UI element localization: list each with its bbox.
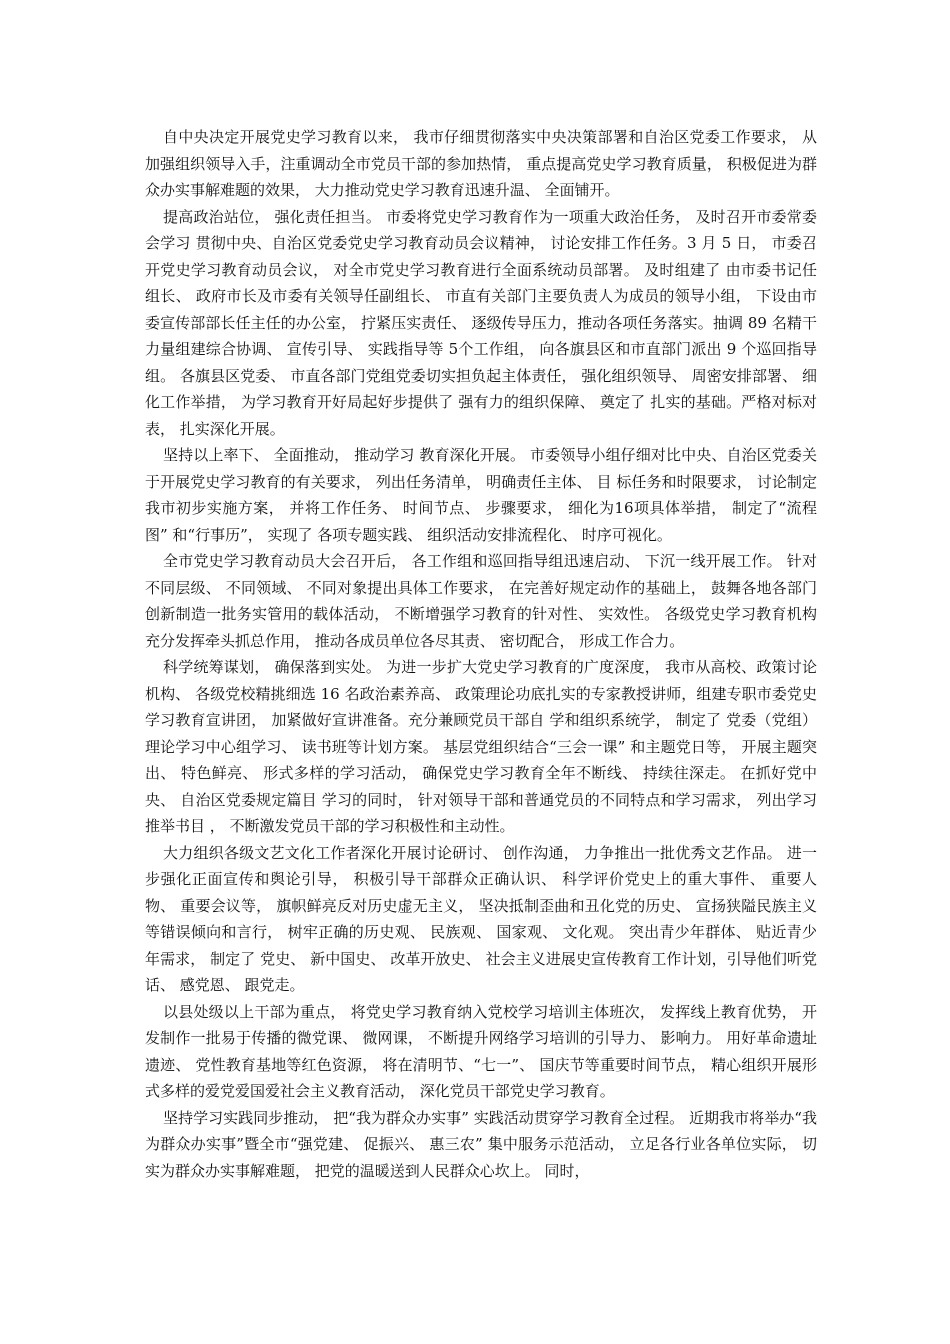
paragraph-2: 提高政治站位， 强化责任担当。 市委将党史学习教育作为一项重大政治任务， 及时召开市委常委会学习 贯彻中央、自治区党委党史学习教育动员会议精神， 讨论安排工作任务。3 月 5 日， 市委召开党史学习教育动员会议， 对全市党史学习教育进行全面系统动员部署。 及时组建了 由市委书记任组长、 政府市长及市委有关领导任副组长、 市直有关部门主要负责人为成员的领导小组， 下设由市委宣传部部长任主任的办公室， 拧紧压实责任、 逐级传导压力，推动各项任务落实。抽调 89 名精干力量组建综合协调、 宣传引导、 实践指导等 5个工作组， 向各旗县区和市直部门派出 9 个巡回指导组。 各旗县区党委、 市直各部门党组党委切实担负起主体责任， 强化组织领导、 周密安排部署、 细化工作举措， 为学习教育开好局起好步提供了 强有力的组织保障、 奠定了 扎实的基础。严格对标对表， 扎实深化开展。: [145, 207, 817, 438]
paragraph-3: 坚持以上率下、 全面推动， 推动学习 教育深化开展。 市委领导小组仔细对比中央、自治区党委关于开展党史学习教育的有关要求， 列出任务清单， 明确责任主体、 目 标任务和时限要求， 讨论制定我市初步实施方案， 并将工作任务、 时间节点、 步骤要求， 细化为16项具体举措， 制定了“流程图” 和“行事历”， 实现了 各项专题实践、 组织活动安排流程化、 时序可视化。: [145, 446, 817, 544]
paragraph-5: 科学统筹谋划， 确保落到实处。 为进一步扩大党史学习教育的广度深度， 我市从高校、政策讨论机构、 各级党校精挑细选 16 名政治素养高、 政策理论功底扎实的专家教授讲师，组建专职市委党史学习教育宣讲团， 加紧做好宣讲准备。充分兼顾党员干部自 学和组织系统学， 制定了 党委（党组）理论学习中心组学习、 读书班等计划方案。 基层党组织结合“三会一课” 和主题党日等， 开展主题突出、 特色鲜亮、 形式多样的学习活动， 确保党史学习教育全年不断线、 持续往深走。 在抓好党中央、 自治区党委规定篇目 学习的同时， 针对领导干部和普通党员的不同特点和学习需求， 列出学习推举书目 ， 不断激发党员干部的学习积极性和主动性。: [145, 658, 817, 835]
paragraph-1: 自中央决定开展党史学习教育以来， 我市仔细贯彻落实中央决策部署和自治区党委工作要求， 从加强组织领导入手，注重调动全市党员干部的参加热情， 重点提高党史学习教育质量， 积极促进为群众办实事解难题的效果， 大力推动党史学习教育迅速升温、 全面铺开。: [145, 128, 817, 199]
document-body: [145, 124, 817, 1184]
paragraph-7: 以县处级以上干部为重点， 将党史学习教育纳入党校学习培训主体班次， 发挥线上教育优势， 开发制作一批易于传播的微党课、 微网课， 不断提升网络学习培训的引导力、 影响力。 用好革命遗址遗迹、 党性教育基地等红色资源， 将在清明节、“七一”、 国庆节等重要时间节点， 精心组织开展形式多样的爱党爱国爱社会主义教育活动， 深化党员干部党史学习教育。: [145, 1002, 817, 1100]
paragraph-4: 全市党史学习教育动员大会召开后， 各工作组和巡回指导组迅速启动、 下沉一线开展工作。 针对不同层级、 不同领域、 不同对象提出具体工作要求， 在完善好规定动作的基础上， 鼓舞各地各部门创新制造一批务实管用的载体活动， 不断增强学习教育的针对性、 实效性。 各级党史学习教育机构充分发挥牵头抓总作用， 推动各成员单位各尽其责、 密切配合， 形成工作合力。: [145, 552, 817, 650]
paragraph-6: 大力组织各级文艺文化工作者深化开展讨论研讨、 创作沟通， 力争推出一批优秀文艺作品。 进一步强化正面宣传和舆论引导， 积极引导干部群众正确认识、 科学评价党史上的重大事件、 重要人物、 重要会议等， 旗帜鲜亮反对历史虚无主义， 坚决抵制歪曲和丑化党的历史、 宣扬狭隘民族主义等错误倾向和言行， 树牢正确的历史观、 民族观、 国家观、 文化观。 突出青少年群体、 贴近青少年需求， 制定了 党史、 新中国史、 改革开放史、 社会主义进展史宣传教育工作计划，引导他们听党话、 感党恩、 跟党走。: [145, 843, 817, 994]
paragraph-8: 坚持学习实践同步推动， 把“我为群众办实事” 实践活动贯穿学习教育全过程。 近期我市将举办“我为群众办实事”暨全市“强党建、 促振兴、 惠三农” 集中服务示范活动， 立足各行业各单位实际， 切实为群众办实事解难题， 把党的温暖送到人民群众心坎上。 同时，: [145, 1108, 817, 1180]
